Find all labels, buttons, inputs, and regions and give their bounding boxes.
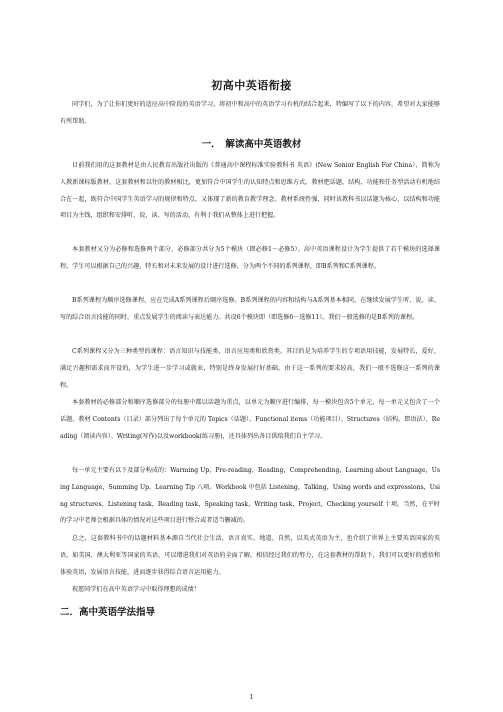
paragraph-7: 总之，这套教科书中的话题材料基本源自当代社会生活，语言真实、地道、自然，以英式英语为主，也介绍了世界上主要英语国家的英语，如美国、澳大利亚等国家的英语，可以增进我们对英语的全面了解。相信经过我们的努力，在这套教材的帮助下，我们可以更好的感悟和体验英语，发展语言技能，进而逐步获得综合语言运用能力。 <box>60 535 440 576</box>
paragraph-3: B系列课程为顺序选修课程，应在完成A系列课程后顺序选修。B系列课程的内容和结构与A系列基本相同，在继续发展学生听、说、读、写的综合语言技能的同时，重点发展学生的阅读与表达能力。共设6个模块即（即选修6－选修11）。我们一般选修的是B系列的课程。 <box>60 297 440 321</box>
paragraph-8: 祝愿同学们在高中英语学习中取得理想的成绩！ <box>72 586 200 593</box>
intro-paragraph: 同学们，为了让你们更好的适应高中阶段的英语学习，将初中和高中的英语学习有机的结合起来，特编写了以下的内容，希望对大家能够有所帮助。 <box>60 101 440 125</box>
paragraph-5: 本套教材的必修部分和顺序选修部分的每册中都以话题为重点，以单元为顺序进行编排，每一模块包含5个单元，每一单元又包含了一个话题。教材 Contents（目录）部分列出了每个单元的 Topics（话题）、Functional items（功能项目）、Structures（结构，即语法）、Reading（阅读内容）、Writing(写作)以及workbook(练习册)，还具体列出各目供给我们自主学习。 <box>60 399 440 440</box>
document-title: 初高中英语衔接 <box>211 79 292 92</box>
page-number: 1 <box>249 694 254 701</box>
paragraph-2: 本套教材又分为必修和选修两个部分，必修部分共分为5个模块（即必修1－必修5）。高中英语课程设计为学生提供了若干模块的选择课程，学生可以根据自己的兴趣、特长和对未来发展的设计进行选修。分为两个不同的系列课程，即B系列和C系列课程。 <box>60 246 440 270</box>
paragraph-1: 目前我们用的这套教材是由人民教育出版社出版的《普通高中课程标准实验教科书 英语》(New Senior English For China），简称为人教新课标版教材。这套教材和以往的教材相比，更加符合中国学生的认知特点和思维方式。教材把话题、结构、功能和任务型活动有机地结合在一起，既符合中国学生英语学习的规律和特点，又体现了新的教育教学理念。教材系统性强，同时该教科书以话题为核心，以结构和功能项目为主线，组织和安排听、说、读、写的活动，有利于我们从整体上进行把握。 <box>60 162 440 220</box>
section-heading-1: 一． 解读高中英语教材 <box>201 139 302 150</box>
paragraph-6: 每一单元主要有以下及部分构成的：Warming Up，Pre-reading，Reading，Comprehending，Learning about Language，Using Language，Summing Up，Learning Tip 八项。Workbook 中包括 Listening，Talking，Using words and expressions，Using structures，Listening task，Reading task，Speaking task，Writing task，Project，Checking yourself 十项。当然，在平时的学习中老师会根据具体的情况对这些项目进行整合或者适当删减的。 <box>60 467 440 525</box>
section-heading-2: 二．高中英语学法指导 <box>60 607 156 618</box>
paragraph-4: C系列课程又分为三种类型的课程：语言知识与技能类、语言应用类和欣赏类。其目的是为培养学生的专项语用技能，发展特长，爱好，满足兴趣和需求而开设的，为学生进一步学习或就业，特别是终身发展打好基础。由于这一系列的要求较高，我们一般不选修这一系列的课程。 <box>60 348 440 389</box>
